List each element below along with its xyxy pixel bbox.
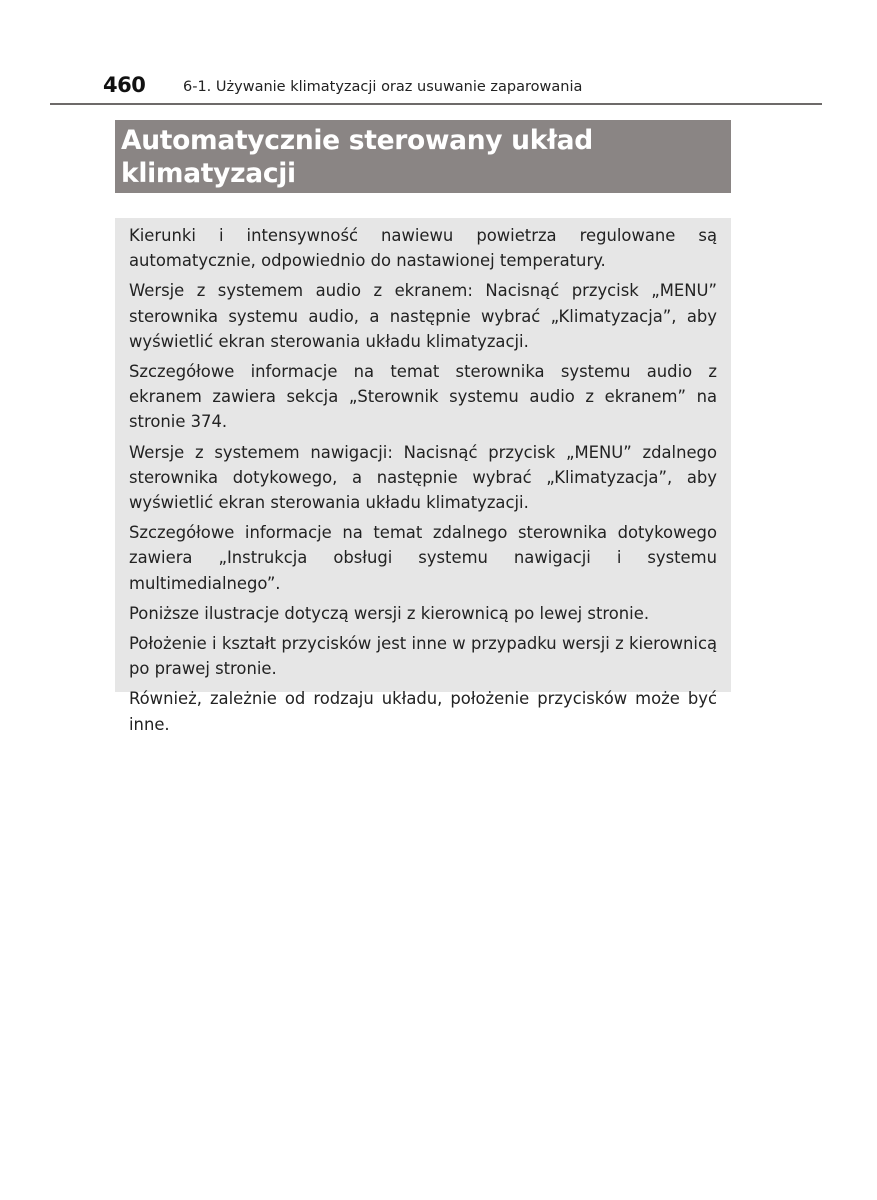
info-box (115, 218, 731, 734)
info-paragraph-5: Szczegółowe informacje na temat zdalnego sterownika dotykowego zawiera „Instrukcja obsługi systemu nawigacji i systemu multimedialnego”. (129, 523, 717, 593)
info-paragraph-1: Kierunki i intensywność nawiewu powietrza regulowane są automatycznie, odpowiednio do nastawionej temperatury. (129, 226, 717, 271)
page-title (121, 124, 731, 190)
info-paragraph-4: Wersje z systemem nawigacji: Nacisnąć przycisk „MENU” zdalnego sterownika dotykowego, a następnie wybrać „Klimatyzacja”, aby wyświetlić ekran sterowania układu klimatyzacji. (129, 442, 717, 513)
page-title-line-2: klimatyzacji (121, 158, 296, 189)
page-number: 460 (103, 73, 146, 97)
header-rule (50, 103, 822, 105)
page-title-line-1: Automatycznie sterowany układ (121, 125, 593, 156)
info-paragraph-8: Również, zależnie od rodzaju układu, położenie przycisków może być inne. (129, 689, 717, 734)
info-paragraph-3: Szczegółowe informacje na temat sterownika systemu audio z ekranem zawiera sekcja „Sterownik systemu audio z ekranem” na stronie 374. (129, 362, 717, 432)
page-header (50, 72, 822, 104)
title-banner (115, 120, 731, 193)
info-paragraph-2: Wersje z systemem audio z ekranem: Nacisnąć przycisk „MENU” sterownika systemu audio, a następnie wybrać „Klimatyzacja”, aby wyświetlić ekran sterowania układu klimatyzacji. (129, 281, 717, 351)
info-paragraph-6: Poniższe ilustracje dotyczą wersji z kierownicą po lewej stronie. (129, 603, 650, 623)
section-label: 6-1. Używanie klimatyzacji oraz usuwanie zaparowania (183, 79, 583, 95)
info-paragraph-7: Położenie i kształt przycisków jest inne w przypadku wersji z kierownicą po prawej stronie. (129, 634, 717, 679)
